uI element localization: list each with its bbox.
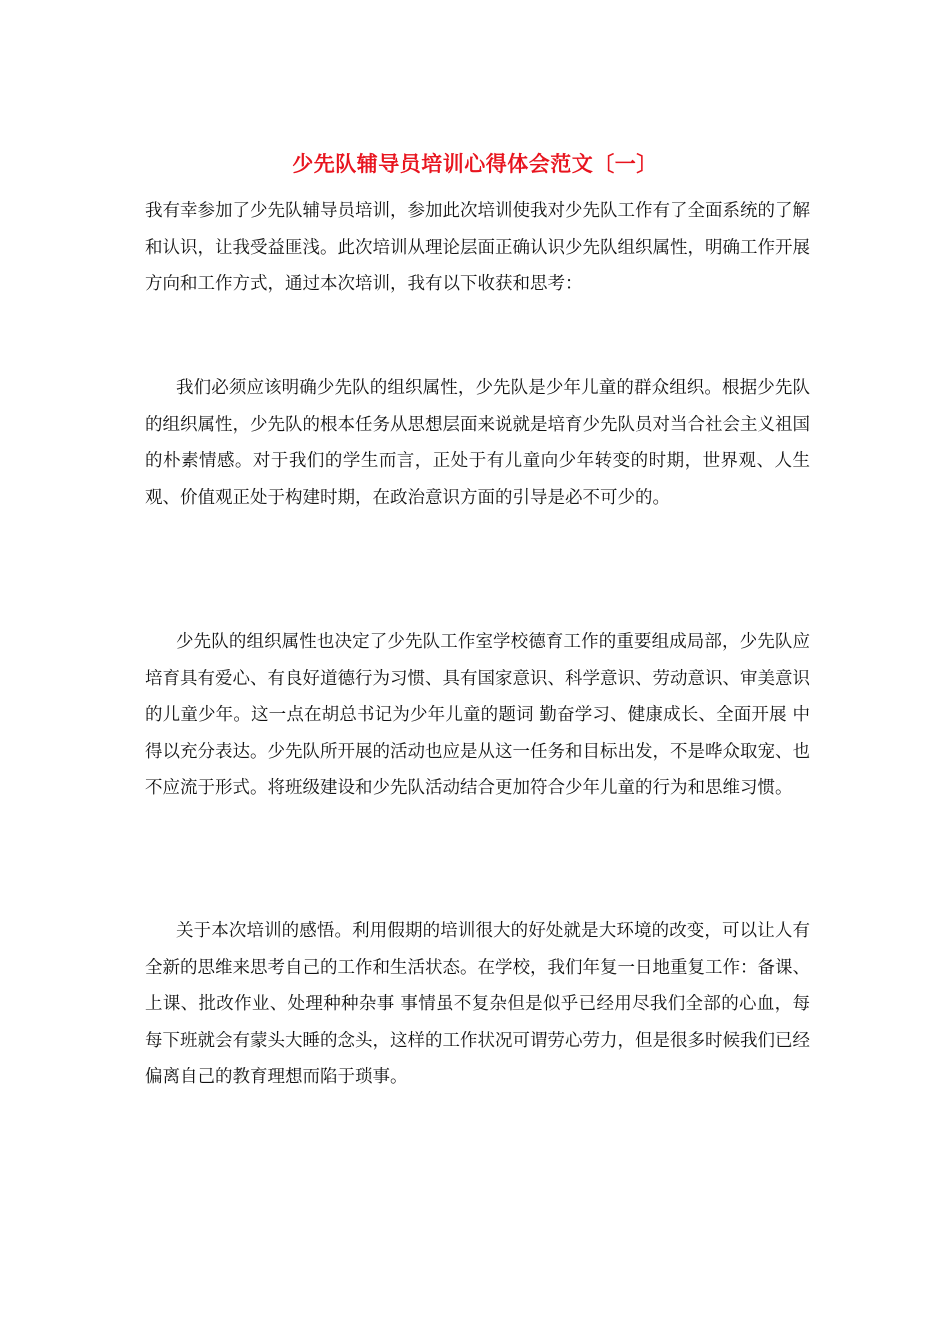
paragraph-training-reflection: 关于本次培训的感悟。利用假期的培训很大的好处就是大环境的改变，可以让人有全新的思维来思考自己的工作和生活状态。在学校，我们年复一日地重复工作：备课、上课、批改作业、处理种种杂事 事情虽不复杂但是似乎已经用尽我们全部的心血，每每下班就会有蒙头大睡的念头，这样的工作状况可谓劳心劳力，但是很多时候我们已经偏离自己的教育理想而陷于琐事。 xyxy=(145,921,810,1087)
document-title: 少先队辅导员培训心得体会范文〔一〕 xyxy=(292,151,658,176)
paragraph-organization-attributes: 我们必须应该明确少先队的组织属性，少先队是少年儿童的群众组织。根据少先队的组织属性，少先队的根本任务从思想层面来说就是培育少先队员对当合社会主义祖国的朴素情感。对于我们的学生而言，正处于有儿童向少年转变的时期，世界观、人生观、价值观正处于构建时期，在政治意识方面的引导是必不可少的。 xyxy=(145,378,810,508)
paragraph-moral-education: 少先队的组织属性也决定了少先队工作室学校德育工作的重要组成局部，少先队应培育具有爱心、有良好道德行为习惯、具有国家意识、科学意识、劳动意识、审美意识的儿童少年。这一点在胡总书记为少年儿童的题词 勤奋学习、健康成长、全面开展 中得以充分表达。少先队所开展的活动也应是从这一任务和目标出发，不是哗众取宠、也不应流于形式。将班级建设和少先队活动结合更加符合少年儿童的行为和思维习惯。 xyxy=(145,632,810,798)
paragraph-intro: 我有幸参加了少先队辅导员培训，参加此次培训使我对少先队工作有了全面系统的了解和认识，让我受益匪浅。此次培训从理论层面正确认识少先队组织属性，明确工作开展方向和工作方式，通过本次培训，我有以下收获和思考： xyxy=(145,201,810,294)
